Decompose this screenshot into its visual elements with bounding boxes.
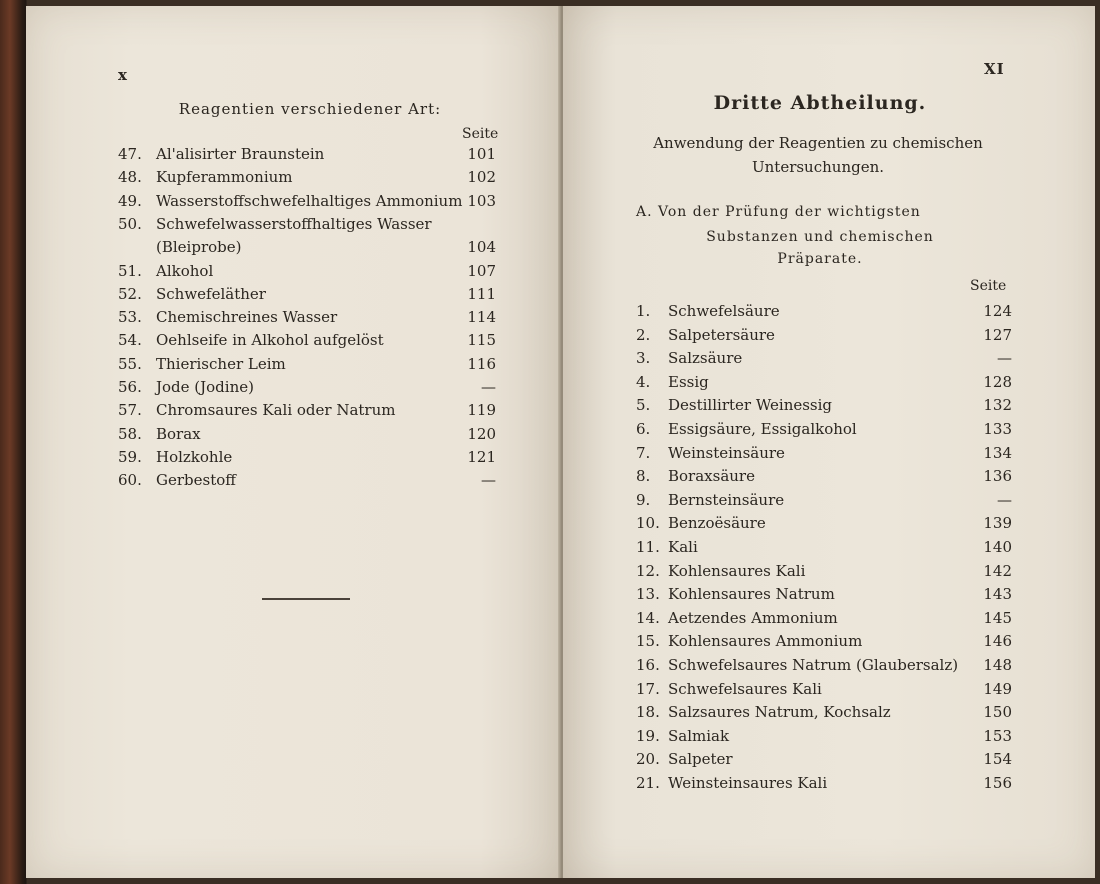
toc-entry (118, 329, 496, 352)
entry-page-number: 107 (467, 261, 496, 280)
entry-label: Kupferammonium (156, 168, 293, 187)
entry-label: Salzsäure (668, 349, 743, 368)
entry-label: Essig (668, 372, 709, 391)
entry-number: 11. (636, 538, 660, 556)
left-heading: Reagentien verschiedener Art: (178, 100, 442, 118)
entry-label: Chemischreines Wasser (156, 308, 338, 327)
entry-label: Salpetersäure (668, 325, 775, 344)
entry-number: 19. (636, 726, 660, 745)
entry-label: Chromsaures Kali oder Natrum (156, 401, 396, 420)
entry-label: Weinsteinsäure (668, 443, 785, 462)
entry-number: 8. (636, 467, 651, 486)
entry-number: 59. (118, 447, 142, 466)
entry-label: Oehlseife in Alkohol aufgelöst (156, 331, 384, 350)
toc-entry (636, 300, 1012, 323)
entry-label: Weinsteinsaures Kali (668, 774, 828, 792)
toc-entry (118, 469, 496, 492)
entry-number: 7. (636, 443, 651, 462)
entry-label: Al'alisirter Braunstein (156, 145, 325, 163)
entry-label: Schwefelsaures Kali (668, 679, 822, 698)
right-seite-label: Seite (970, 278, 1007, 294)
left-page-number: x (118, 66, 128, 84)
entry-page-number: — (997, 490, 1012, 509)
entry-page-number: 142 (983, 561, 1012, 580)
toc-entry (118, 190, 496, 213)
entry-page-number: 150 (983, 703, 1012, 722)
entry-page-number: 128 (983, 372, 1012, 391)
entry-number: 9. (636, 490, 651, 509)
toc-entry (118, 446, 496, 469)
entry-page-number: 102 (467, 168, 496, 187)
entry-label: Bernsteinsäure (668, 490, 785, 509)
entry-page-number: 136 (983, 467, 1012, 486)
entry-page-number: 101 (467, 145, 496, 163)
toc-entry (118, 166, 496, 189)
right-page-number: XI (984, 60, 1005, 78)
entry-label: Salzsaures Natrum, Kochsalz (668, 703, 891, 722)
entry-number: 12. (636, 561, 660, 580)
entry-label: Borax (156, 424, 201, 443)
entry-page-number: — (481, 378, 496, 396)
entry-label: Holzkohle (156, 447, 233, 466)
entry-number: 5. (636, 396, 651, 415)
entry-number: 14. (636, 608, 660, 627)
toc-entry (118, 423, 496, 446)
entry-number: 21. (636, 774, 660, 792)
entry-label: Aetzendes Ammonium (668, 608, 838, 627)
entry-label: Schwefelsäure (668, 302, 780, 320)
entry-label: Alkohol (156, 261, 214, 280)
entry-number: 3. (636, 349, 651, 368)
entry-number: 55. (118, 354, 142, 373)
entry-label: Schwefeläther (156, 284, 266, 303)
entry-number: 49. (118, 191, 142, 210)
toc-entry (636, 347, 1012, 370)
entry-page-number: 139 (983, 514, 1012, 533)
entry-number: 15. (636, 632, 660, 651)
toc-entry (118, 260, 496, 283)
toc-entry (118, 283, 496, 306)
toc-entry (636, 772, 1012, 795)
entry-page-number: 119 (467, 401, 496, 420)
entry-page-number: 145 (983, 608, 1012, 627)
entry-number: 16. (636, 656, 660, 674)
toc-entry (636, 748, 1012, 771)
toc-entry (118, 399, 496, 422)
entry-number: 56. (118, 378, 142, 396)
entry-page-number: 114 (467, 308, 496, 327)
toc-entry (636, 583, 1012, 606)
entry-label: Kohlensaures Ammonium (668, 632, 863, 651)
entry-number: 13. (636, 585, 660, 604)
section-heading-line3: Präparate. (777, 251, 863, 267)
toc-entry (636, 489, 1012, 512)
section-heading-line1: A. Von der Prüfung der wichtigsten (636, 204, 921, 220)
toc-entry (636, 725, 1012, 748)
entry-page-number: 140 (983, 538, 1012, 556)
entry-page-number: — (997, 349, 1012, 368)
entry-label: Essigsäure, Essigalkohol (668, 420, 857, 438)
toc-entry (636, 630, 1012, 653)
entry-page-number: 111 (467, 284, 496, 303)
entry-number: 20. (636, 750, 660, 769)
entry-page-number: 127 (983, 325, 1012, 344)
entry-label: Kohlensaures Kali (668, 561, 806, 580)
entry-page-number: — (481, 471, 496, 490)
entry-page-number: 132 (983, 396, 1012, 415)
right-title: Dritte Abtheilung. (713, 92, 927, 114)
entry-page-number: 148 (983, 656, 1012, 674)
right-subtitle-line2: Untersuchungen. (751, 158, 885, 176)
entry-label: Destillirter Weinessig (668, 396, 833, 415)
entry-label: Schwefelsaures Natrum (Glaubersalz) (668, 656, 959, 674)
entry-number: 4. (636, 372, 651, 391)
toc-entry (636, 654, 1012, 677)
entry-number: 58. (118, 424, 142, 443)
entry-number: 53. (118, 308, 142, 327)
entry-page-number: 120 (467, 424, 496, 443)
toc-entry (636, 512, 1012, 535)
entry-label: Schwefelwasserstoffhaltiges Wasser (156, 214, 432, 233)
entry-number: 10. (636, 514, 660, 533)
entry-page-number: 134 (983, 443, 1012, 462)
entry-number: 18. (636, 703, 660, 722)
toc-entry (118, 306, 496, 329)
entry-page-number: 121 (467, 447, 496, 466)
toc-entry (636, 465, 1012, 488)
entry-number: 54. (118, 331, 142, 350)
entry-page-number: 115 (467, 331, 496, 350)
toc-entry (118, 213, 496, 236)
entry-page-number: 146 (983, 632, 1012, 651)
section-heading-line2: Substanzen und chemischen (706, 229, 934, 245)
entry-label: Thierischer Leim (156, 354, 286, 373)
entry-number: 52. (118, 284, 142, 303)
toc-entry (118, 353, 496, 376)
entry-label: Jode (Jodine) (156, 378, 254, 396)
toc-entry (636, 607, 1012, 630)
entry-label: Benzoësäure (668, 514, 766, 533)
entry-label: Gerbestoff (156, 471, 236, 490)
entry-page-number: 104 (467, 238, 496, 257)
toc-entry (636, 560, 1012, 583)
toc-entry (636, 536, 1012, 559)
entry-number: 57. (118, 401, 142, 420)
entry-page-number: 103 (467, 191, 496, 210)
entry-number: 51. (118, 261, 142, 280)
toc-entry (636, 371, 1012, 394)
entry-page-number: 133 (983, 420, 1012, 438)
entry-page-number: 153 (983, 726, 1012, 745)
entry-label: Wasserstoffschwefelhaltiges Ammonium (156, 191, 463, 210)
entry-page-number: 116 (467, 354, 496, 373)
entry-page-number: 154 (983, 750, 1012, 769)
entry-label: Boraxsäure (668, 467, 755, 486)
entry-label: Kohlensaures Natrum (668, 585, 835, 604)
entry-number: 47. (118, 145, 142, 163)
entry-label: Salpeter (668, 750, 733, 769)
entry-page-number: 143 (983, 585, 1012, 604)
entry-page-number: 156 (983, 774, 1012, 792)
toc-entry (118, 376, 496, 399)
toc-entry (636, 394, 1012, 417)
right-subtitle-line1: Anwendung der Reagentien zu chemischen (653, 134, 983, 152)
entry-label: Salmiak (668, 726, 730, 745)
left-seite-label: Seite (462, 126, 499, 142)
entry-number: 6. (636, 420, 651, 438)
entry-label: (Bleiprobe) (156, 238, 242, 257)
entry-number: 48. (118, 168, 142, 187)
entry-number: 60. (118, 471, 142, 490)
toc-entry (636, 678, 1012, 701)
entry-page-number: 149 (983, 679, 1012, 698)
toc-entry (118, 143, 496, 166)
toc-entry (636, 442, 1012, 465)
entry-number: 17. (636, 679, 660, 698)
entry-number: 2. (636, 325, 651, 344)
end-rule (262, 598, 350, 600)
entry-label: Kali (668, 538, 698, 556)
entry-number: 50. (118, 214, 142, 233)
entry-page-number: 124 (983, 302, 1012, 320)
toc-entry (636, 324, 1012, 347)
toc-entry (118, 236, 496, 259)
toc-entry (636, 701, 1012, 724)
entry-number: 1. (636, 302, 651, 320)
toc-entry (636, 418, 1012, 441)
